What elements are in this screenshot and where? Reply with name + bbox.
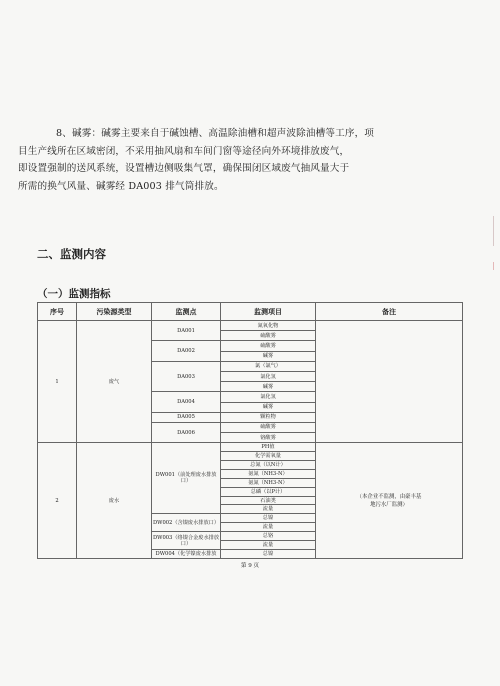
cell-item: 碱雾 [221, 351, 316, 361]
cell-item: 氨氮（NH3-N） [221, 469, 316, 478]
table-header-row [38, 303, 463, 321]
cell-item: 氯化氢 [221, 371, 316, 381]
paragraph-line-2: 目生产线所在区域密闭，不采用抽风扇和车间门窗等途径向外环境排放废气， [18, 145, 350, 157]
cell-point: DW001（前处理废水排放口） [152, 443, 221, 514]
cell-item: 石油类 [221, 496, 316, 505]
cell-no: 2 [38, 443, 77, 559]
cell-item: 总磷（以P计） [221, 487, 316, 496]
cell-item: 氨氮（NH3-N） [221, 478, 316, 487]
cell-item: 硫酸雾 [221, 331, 316, 341]
cell-remark [316, 321, 463, 443]
cell-source-type: 废气 [77, 321, 152, 443]
cell-item: 硫酸雾 [221, 422, 316, 432]
paragraph-line-3: 即设置强制的送风系统，设置槽边侧吸集气罩，确保围闭区域废气抽风量大于 [18, 163, 350, 174]
cell-point: DA001 [152, 321, 221, 341]
cell-item: 总镍 [221, 549, 316, 558]
cell-point: DA003 [152, 361, 221, 392]
monitoring-table [37, 302, 463, 559]
cell-source-type: 废水 [77, 443, 152, 559]
cell-item: PH值 [221, 443, 316, 452]
scan-edge-mark [493, 262, 494, 270]
cell-point: DA002 [152, 341, 221, 361]
cell-item: 硫酸雾 [221, 341, 316, 351]
cell-item: 碱雾 [221, 402, 316, 412]
paragraph [18, 125, 447, 195]
table-row [38, 321, 463, 331]
cell-item: 铬酸雾 [221, 433, 316, 443]
page-number: 第 9 页 [240, 563, 260, 569]
cell-item: 氮氧化物 [221, 321, 316, 331]
scan-edge-mark [493, 216, 494, 246]
cell-no: 1 [38, 321, 77, 443]
paragraph-line-1: 8、碱雾：碱雾主要来自于碱蚀槽、高温除油槽和超声波除油槽等工序，项 [56, 128, 375, 139]
cell-item: 流量 [221, 523, 316, 532]
paragraph-line-4: 所需的换气风量、碱雾经 DA003 排气筒排放。 [18, 180, 224, 192]
subsection-heading: （一）监测指标 [37, 288, 111, 300]
section-heading: 二、监测内容 [37, 247, 106, 261]
cell-item: 颗粒物 [221, 412, 316, 422]
cell-point: DW004（化学镍废水排放 [152, 549, 221, 558]
cell-item: 氯（氯气） [221, 361, 316, 371]
header-point: 监测点 [152, 303, 221, 321]
cell-point: DA005 [152, 412, 221, 422]
cell-point: DW003（络镍合金废水排放口） [152, 532, 221, 550]
cell-item: 总镍 [221, 514, 316, 523]
cell-point: DW002（含镍废水排放口） [152, 514, 221, 532]
header-no: 序号 [38, 303, 77, 321]
header-remark: 备注 [316, 303, 463, 321]
cell-item: 总铬 [221, 532, 316, 541]
header-item: 监测项目 [221, 303, 316, 321]
cell-point: DA004 [152, 392, 221, 412]
header-source-type: 污染源类型 [77, 303, 152, 321]
cell-item: 总氮（以N计） [221, 461, 316, 470]
cell-remark-note: （本企业不监测，由豪丰基地污水厂监测） [316, 443, 463, 559]
cell-item: 流量 [221, 541, 316, 550]
cell-point: DA006 [152, 422, 221, 442]
cell-item: 化学需氧量 [221, 452, 316, 461]
table-row [38, 443, 463, 452]
cell-item: 流量 [221, 505, 316, 514]
cell-item: 氯化氢 [221, 392, 316, 402]
cell-item: 碱雾 [221, 382, 316, 392]
